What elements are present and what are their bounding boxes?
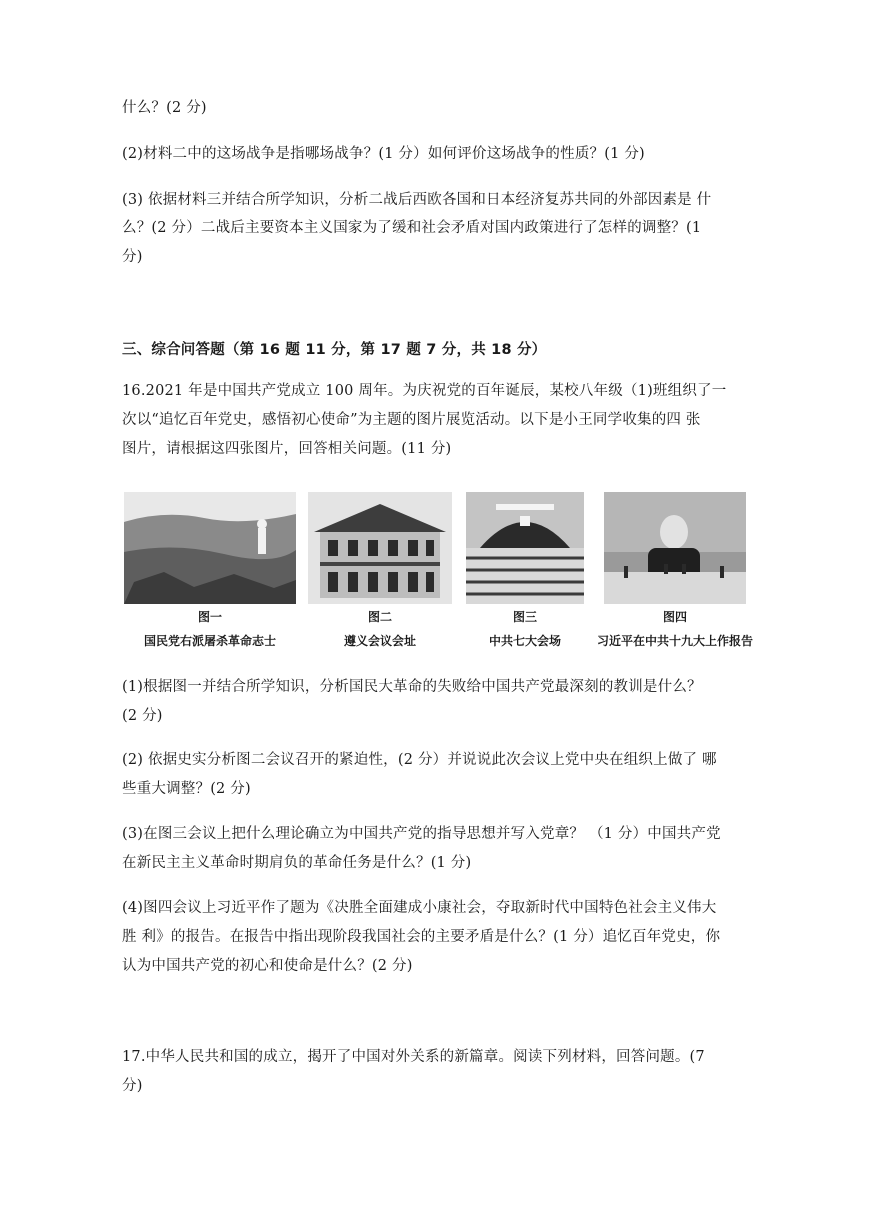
question-17-line-1: 17.中华人民共和国的成立，揭开了中国对外关系的新篇章。阅读下列材料，回答问题。(7 (122, 1049, 705, 1065)
question-16-sub-2-line-2: 些重大调整？(2 分) (122, 781, 251, 797)
question-15-sub-3-line-2: 么？(2 分）二战后主要资本主义国家为了缓和社会矛盾对国内政策进行了怎样的调整？(1 (122, 220, 702, 236)
question-17-line-2: 分) (122, 1078, 143, 1094)
question-16-intro-3: 图片，请根据这四张图片，回答相关问题。(11 分) (122, 441, 452, 457)
question-15-line-1: 什么？(2 分) (122, 100, 207, 116)
speech-photo (604, 492, 746, 604)
question-16-intro-2: 次以“追忆百年党史，感悟初心使命”为主题的图片展览活动。以下是小王同学收集的四 张 (122, 412, 701, 428)
figure-2-label: 图二 (367, 610, 392, 624)
question-16-sub-4-line-3: 认为中国共产党的初心和使命是什么？(2 分) (122, 958, 413, 974)
question-16-sub-1-line-1: (1)根据图一并结合所学知识，分析国民大革命的失败给中国共产党最深刻的教训是什么？ (122, 679, 702, 695)
massacre-photo (124, 492, 296, 604)
question-16-sub-3-line-1: (3)在图三会议上把什么理论确立为中国共产党的指导思想并写入党章？ （1 分）中国共产党 (122, 826, 721, 842)
question-15-sub-3-line-1: (3) 依据材料三并结合所学知识，分析二战后西欧各国和日本经济复苏共同的外部因素是 什 (122, 192, 712, 208)
building-photo (308, 492, 452, 604)
figure-3-caption: 中共七大会场 (488, 634, 561, 648)
figure-1-label: 图一 (197, 610, 222, 624)
question-16-sub-4-line-2: 胜 利》的报告。在报告中指出现阶段我国社会的主要矛盾是什么？(1 分）追忆百年党史，你 (122, 929, 721, 945)
question-16-intro-1: 16.2021 年是中国共产党成立 100 周年。为庆祝党的百年诞辰，某校八年级（1)班组织了一 (122, 383, 727, 399)
question-15-sub-2: (2)材料二中的这场战争是指哪场战争？(1 分）如何评价这场战争的性质？(1 分) (122, 146, 645, 162)
figure-3-label: 图三 (512, 610, 537, 624)
figure-2-caption: 遵义会议会址 (343, 634, 416, 648)
question-16-sub-3-line-2: 在新民主主义革命时期肩负的革命任务是什么？(1 分) (122, 855, 472, 871)
question-16-sub-2-line-1: (2) 依据史实分析图二会议召开的紧迫性，(2 分）并说说此次会议上党中央在组织上做了 哪 (122, 752, 717, 768)
figure-4-caption: 习近平在中共十九大上作报告 (596, 634, 753, 648)
figure-4-label: 图四 (662, 610, 687, 624)
assembly-hall-photo (466, 492, 584, 604)
question-16-sub-1-line-2: (2 分) (122, 708, 163, 724)
question-16-sub-4-line-1: (4)图四会议上习近平作了题为《决胜全面建成小康社会，夺取新时代中国特色社会主义伟大 (122, 900, 717, 916)
question-15-sub-3-line-3: 分) (122, 249, 143, 265)
figure-1-caption: 国民党右派屠杀革命志士 (143, 634, 276, 648)
section-heading: 三、综合问答题（第 16 题 11 分，第 17 题 7 分，共 18 分） (122, 342, 547, 358)
